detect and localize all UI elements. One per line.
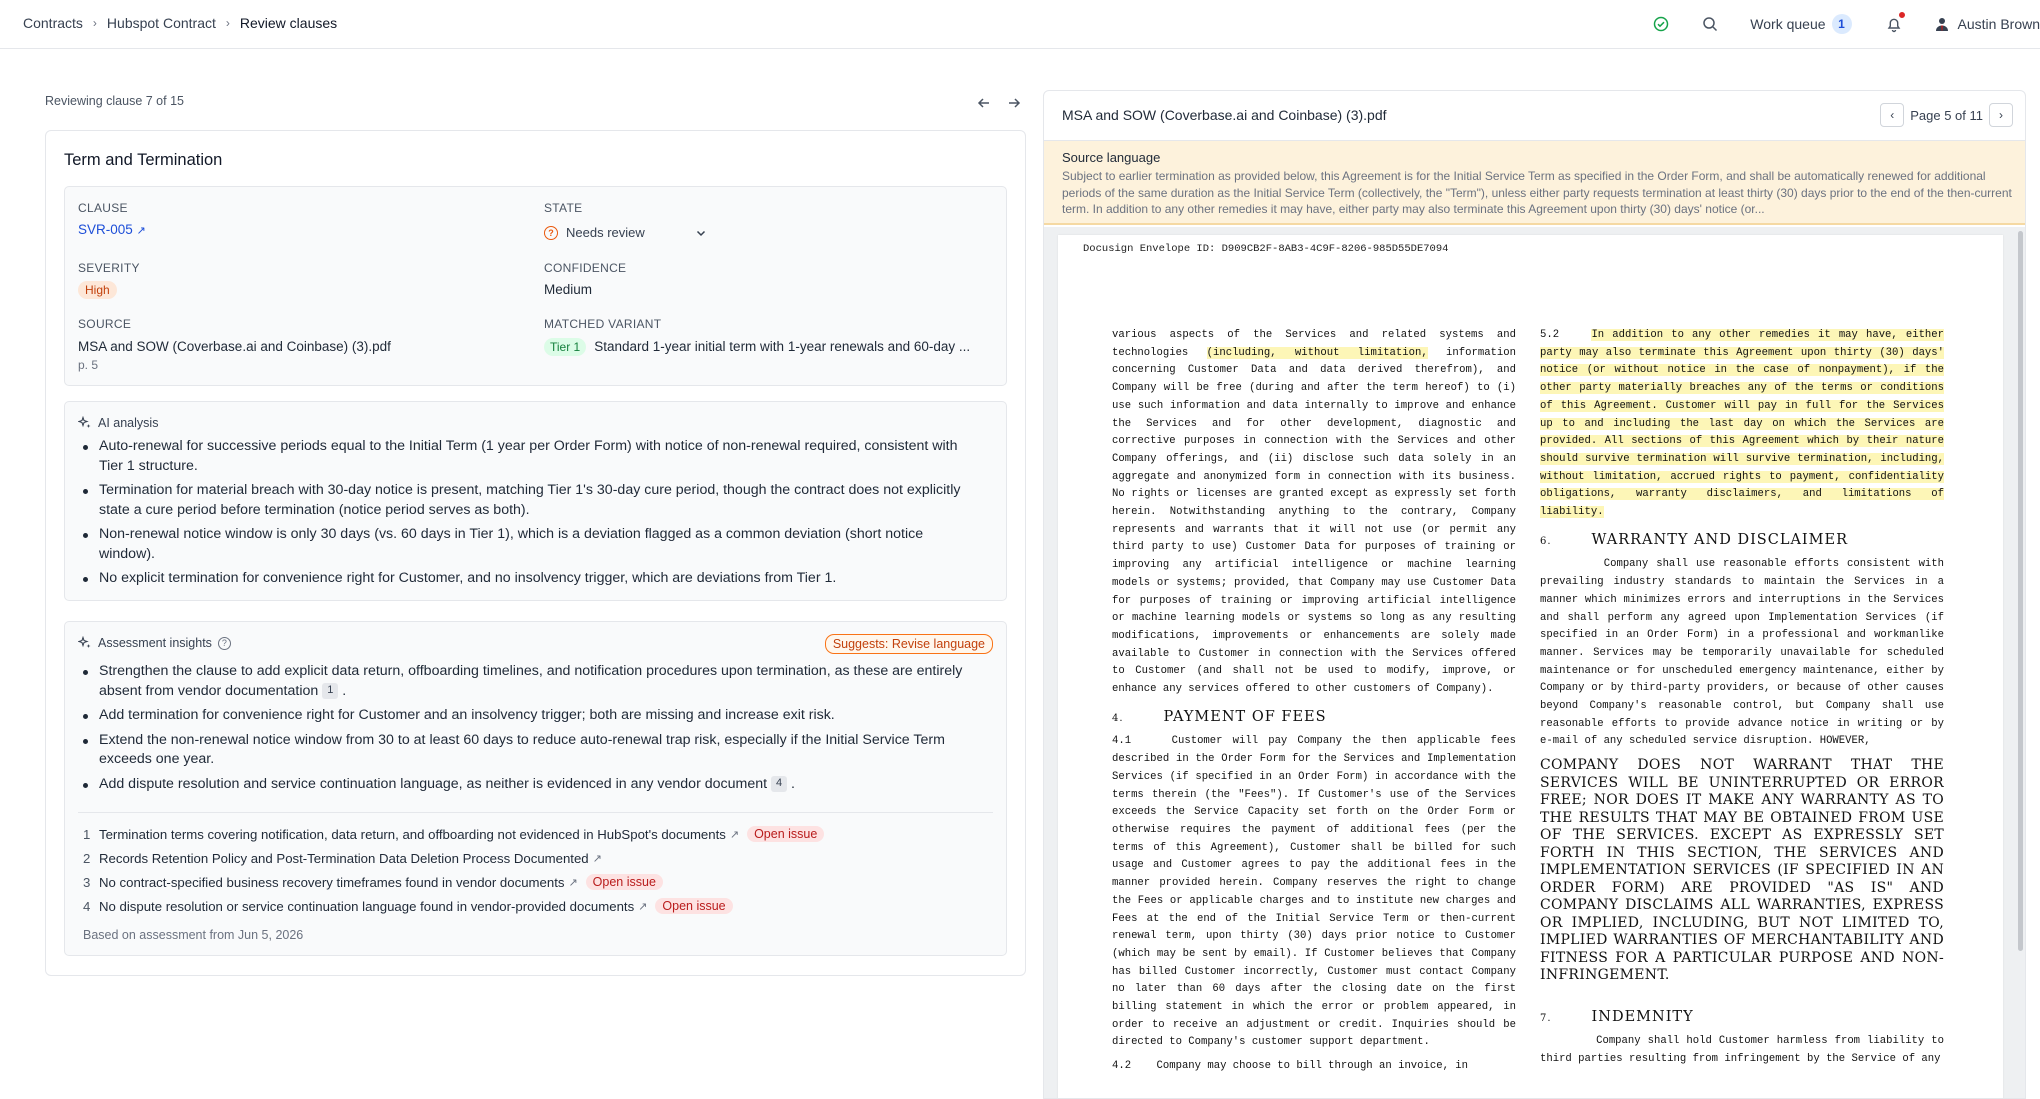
insights-header — [78, 636, 231, 650]
highlight-span: In addition to any other remedies it may have, either party may also terminate this Agreement upon thirty (30) days' notice (or without notice in the case of nonpayment), if the other party materially breaches any of the terms or conditions of this Agreement. Customer will pay in full for the Services up to and including the last day on which the Services are provided. All sections of this Agreement which by their nature should survive termination will survive termination, including, without limitation, accrued rights to payment, confidentiality obligations, warranty disclaimers, and limitations of liability. — [1540, 329, 1944, 519]
section-number: 4. — [1112, 712, 1124, 724]
ai-analysis-title: AI analysis — [98, 416, 159, 430]
document-page — [1058, 235, 2003, 1099]
envelope-id: Docusign Envelope ID: D909CB2F-8AB3-4C9F-8206-985D55DE7094 — [1083, 243, 1449, 255]
external-link-icon: ↗ — [136, 225, 146, 237]
work-queue-label: Work queue — [1750, 16, 1826, 32]
insight-text: Add termination for convenience right for Customer and an insolvency trigger; both are missing and increase exit risk. — [99, 707, 835, 723]
top-right-actions — [1649, 12, 2040, 36]
section-heading — [1112, 709, 1516, 728]
text-span: Customer will pay Company the then applicable fees described in the Order Form for the Services and Implementation Services (if specified in an Order Form) in accordance with the terms therein (the "Fees"). If Customer's use of the Services exceeds the Service Capacity set forth on the Order Form or otherwise requires the payment of additional fees (per the terms of this Agreement), Customer shall be billed for such usage and Customer agrees to pay the additional fees in the manner provided herein. Company reserves the right to change the Fees or applicable charges and to institute new charges and Fees at the end of the Initial Service Term or then-current renewal term, upon thirty (30) days prior notice to Customer (which may be sent by email). If Customer believes that Company has billed Customer incorrectly, Customer must contact Company no later than 60 days after the closing date on the first billing statement in which the error or problem appeared, in order to receive an adjustment or credit. Inquiries should be directed to Company's customer support department. — [1112, 735, 1516, 1049]
chevron-right-icon: › — [225, 16, 230, 30]
breadcrumb-contracts[interactable]: Contracts — [23, 15, 83, 31]
next-clause-button[interactable] — [1003, 92, 1025, 114]
open-issue-badge: Open issue — [747, 826, 824, 842]
list-item: Termination for material breach with 30-day notice is present, matching Tier 1's 30-day cure period, though the contract does not explicitly state a cure period before termination (notice period serves as both). — [80, 481, 980, 520]
reference-number: 4 — [83, 898, 91, 914]
assessment-date: Based on assessment from Jun 5, 2026 — [83, 928, 304, 942]
page-navigator — [1880, 103, 2013, 127]
user-avatar-icon — [1934, 16, 1950, 32]
insight-text: Strengthen the clause to add explicit data return, offboarding timelines, and notification procedures upon termination, as these are entirely absent from vendor documentation — [99, 663, 963, 699]
section-title: PAYMENT OF FEES — [1163, 708, 1327, 725]
reference-number: 2 — [83, 850, 91, 866]
source-language-text: Subject to earlier termination as provided below, this Agreement is for the Initial Service Term as specified in the Order Form, and shall be automatically renewed for additional periods of the same duration as the Initial Service Term (collectively, the "Term"), unless either party requests termination at least thirty (30) days prior to the end of the then-current term. In addition to any other remedies it may have, either party may also terminate this Agreement upon thirty (30) days' notice (or... — [1062, 169, 2012, 216]
state-value: Needs review — [566, 225, 645, 240]
external-link-icon[interactable]: ↗ — [592, 852, 602, 865]
section-heading — [1540, 1009, 1944, 1028]
paragraph — [1112, 1058, 1516, 1076]
highlight-span: (including, without limitation, — [1206, 346, 1428, 359]
clause-id: SVR-005 — [78, 222, 133, 237]
section-heading — [1540, 532, 1944, 551]
severity-label: SEVERITY — [78, 261, 140, 275]
section-title: INDEMNITY — [1591, 1008, 1694, 1025]
bell-icon[interactable] — [1882, 12, 1906, 36]
document-filename: MSA and SOW (Coverbase.ai and Coinbase) (3).pdf — [1062, 107, 1387, 123]
list-item: Auto-renewal for successive periods equal to the Initial Term (1 year per Order Form) with notice of non-renewal required, consistent with Tier 1 structure. — [80, 437, 980, 476]
source-value: MSA and SOW (Coverbase.ai and Coinbase) (3).pdf — [78, 339, 391, 354]
tier-badge: Tier 1 — [544, 338, 586, 356]
work-queue-button[interactable] — [1750, 14, 1851, 34]
section-number: 4.1 — [1112, 735, 1132, 748]
text-span: various aspects of the Services and related systems and technologies — [1112, 329, 1516, 359]
review-progress: Reviewing clause 7 of 15 — [45, 94, 184, 108]
reference-item — [83, 894, 983, 918]
section-number: 6. — [1540, 535, 1552, 547]
state-select[interactable] — [544, 225, 707, 240]
clause-metadata — [64, 186, 1007, 386]
clause-id-link[interactable] — [78, 222, 146, 237]
reference-link[interactable]: Records Retention Policy and Post-Termination Data Deletion Process Documented — [99, 850, 589, 866]
list-item: Add dispute resolution and service continuation language, as neither is evidenced in any vendor document 4 . — [80, 775, 990, 795]
chevron-left-icon: ‹ — [1890, 108, 1895, 122]
matched-variant-label: MATCHED VARIANT — [544, 317, 662, 331]
chevron-right-icon: › — [92, 16, 97, 30]
reference-item — [83, 870, 983, 894]
ai-analysis-header — [78, 416, 158, 430]
insights-list — [80, 662, 990, 799]
left-text-column — [1112, 327, 1516, 1082]
section-number: 4.2 — [1112, 1060, 1132, 1073]
chevron-down-icon — [695, 227, 707, 239]
source-language-banner — [1044, 141, 2025, 225]
ai-analysis-list — [80, 437, 980, 594]
paragraph — [1112, 733, 1516, 1052]
chevron-right-icon: › — [1999, 108, 2003, 122]
clause-card — [45, 130, 1026, 976]
source-page: p. 5 — [78, 358, 99, 372]
document-viewer — [1043, 90, 2026, 1099]
sparkle-icon — [78, 636, 92, 650]
list-item: No explicit termination for convenience right for Customer, and no insolvency trigger, which are deviations from Tier 1. — [80, 569, 980, 589]
text-span: Company shall use reasonable efforts consistent with prevailing industry standards to maintain the Services in a manner which minimizes errors and interruptions in the Services and shall perform any agreed upon Implementation Services (if specified in an Order Form) in a professional and workmanlike manner. Services may be temporarily unavailable for scheduled maintenance or for unscheduled emergency maintenance, either by Company or by third-party providers, or because of other causes beyond Company's reasonable control, but Company shall use reasonable efforts to provide advance notice in writing or by e-mail of any scheduled service disruption. HOWEVER, — [1540, 558, 1944, 748]
text-span: information concerning Customer Data and data derived therefrom), and Company will be free (during and after the term hereof) to (i) use such information and data internally to improve and enhance the Services and for other development, diagnostic and corrective purposes in connection with the Services and other Company offerings, and (ii) disclose such data solely in an aggregate and anonymized form in connection with its business. No rights or licenses are granted except as expressly set forth herein. Notwithstanding anything to the contrary, Company represents and warrants that it will not use (or permit any third party to use) Customer Data for purposes of training or improving any artificial intelligence or machine learning models or systems; provided, that Company may use Customer Data for purposes of training or improving artificial intelligence or machine learning models or systems so long as any resulting modifications, improvements or enhancements are solely made available to Customer in connection with the Services offered to Customer (and shall not be used to modify, improve, or enhance any services offered to other customers of Company). — [1112, 346, 1516, 696]
viewer-header — [1044, 91, 2025, 141]
suggestion-badge: Suggests: Revise language — [825, 634, 993, 654]
reference-link[interactable]: Termination terms covering notification, data return, and offboarding not evidenced in HubSpot's documents — [99, 826, 726, 842]
reference-number: 3 — [83, 874, 91, 890]
document-page-area[interactable] — [1044, 227, 2026, 1099]
scrollbar[interactable] — [2018, 231, 2023, 951]
text-span: Company may choose to bill through an invoice, in — [1156, 1060, 1469, 1073]
previous-page-button[interactable] — [1880, 103, 1904, 127]
reference-link[interactable]: No contract-specified business recovery timeframes found in vendor documents — [99, 874, 565, 890]
citation-badge[interactable]: 4 — [771, 776, 787, 792]
breadcrumb-hubspot-contract[interactable]: Hubspot Contract — [106, 15, 216, 31]
external-link-icon[interactable]: ↗ — [638, 900, 648, 913]
paragraph — [1540, 556, 1944, 751]
check-circle-icon[interactable] — [1649, 12, 1673, 36]
sparkle-icon — [78, 416, 92, 430]
top-bar — [0, 0, 2040, 49]
reference-link[interactable]: No dispute resolution or service continuation language found in vendor-provided documents — [99, 898, 635, 914]
page-indicator: Page 5 of 11 — [1910, 107, 1983, 123]
ai-analysis-panel — [64, 401, 1007, 601]
reference-item — [83, 846, 983, 870]
breadcrumb — [23, 15, 337, 31]
list-item: Non-renewal notice window is only 30 days (vs. 60 days in Tier 1), which is a deviation flagged as a common deviation (short notice window). — [80, 525, 980, 564]
next-page-button[interactable] — [1989, 103, 2013, 127]
work-queue-count: 1 — [1832, 14, 1852, 34]
confidence-label: CONFIDENCE — [544, 261, 627, 275]
matched-variant[interactable] — [544, 338, 970, 356]
divider — [78, 812, 993, 813]
section-number: 7. — [1540, 1012, 1552, 1024]
help-circle-icon[interactable]: ? — [218, 637, 231, 650]
assessment-insights-panel — [64, 621, 1007, 956]
source-label: SOURCE — [78, 317, 132, 331]
reference-list — [83, 822, 983, 918]
search-icon[interactable] — [1698, 12, 1722, 36]
previous-clause-button[interactable] — [973, 92, 995, 114]
text-span: Company shall hold Customer harmless from liability to third parties resulting from infringement by the Service of any — [1540, 1035, 1944, 1066]
paragraph — [1540, 327, 1944, 522]
state-label: STATE — [544, 201, 583, 215]
source-language-title: Source language — [1062, 150, 1161, 165]
paragraph — [1540, 1033, 1944, 1068]
severity-badge: High — [78, 281, 117, 299]
list-item: Strengthen the clause to add explicit data return, offboarding timelines, and notification procedures upon termination, as these are entirely absent from vendor documentation 1 . — [80, 662, 990, 701]
paragraph: COMPANY DOES NOT WARRANT THAT THE SERVICES WILL BE UNINTERRUPTED OR ERROR FREE; NOR DOES IT MAKE ANY WARRANTY AS TO THE RESULTS THAT MAY BE OBTAINED FROM USE OF THE SERVICES. EXCEPT AS EXPRESSLY SET FORTH IN THIS SECTION, THE SERVICES AND IMPLEMENTATION SERVICES (IF SPECIFIED IN AN ORDER FORM) ARE PROVIDED "AS IS" AND COMPANY DISCLAIMS ALL WARRANTIES, EXPRESS OR IMPLIED, INCLUDING, BUT NOT LIMITED TO, IMPLIED WARRANTIES OF MERCHANTABILITY AND FITNESS FOR A PARTICULAR PURPOSE AND NON-INFRINGEMENT. — [1540, 757, 1944, 984]
open-issue-badge: Open issue — [586, 874, 663, 890]
clause-title: Term and Termination — [64, 151, 223, 169]
section-title: WARRANTY AND DISCLAIMER — [1591, 531, 1848, 548]
insight-text: Add dispute resolution and service continuation language, as neither is evidenced in any vendor document — [99, 775, 768, 792]
list-item — [80, 731, 990, 770]
citation-badge[interactable]: 1 — [322, 683, 338, 699]
question-circle-icon: ? — [544, 226, 558, 240]
arrow-left-icon — [977, 96, 991, 110]
external-link-icon[interactable]: ↗ — [729, 828, 740, 841]
reference-item — [83, 822, 983, 846]
right-text-column — [1540, 327, 1944, 1075]
user-name: Austin Brown — [1957, 16, 2040, 32]
external-link-icon[interactable]: ↗ — [568, 876, 578, 889]
section-number: 5.2 — [1540, 329, 1560, 341]
notification-dot — [1898, 11, 1906, 19]
clause-label: CLAUSE — [78, 201, 128, 215]
arrow-right-icon — [1007, 96, 1021, 110]
user-menu[interactable] — [1934, 16, 2040, 32]
paragraph — [1112, 327, 1516, 699]
breadcrumb-current: Review clauses — [239, 15, 338, 31]
list-item — [80, 706, 990, 726]
open-issue-badge: Open issue — [655, 898, 732, 914]
insights-title: Assessment insights — [98, 636, 212, 650]
variant-text: Standard 1-year initial term with 1-year renewals and 60-day ... — [594, 339, 971, 354]
confidence-value: Medium — [544, 282, 593, 297]
reference-number: 1 — [83, 826, 91, 842]
review-header — [45, 92, 1025, 112]
insight-text: Extend the non-renewal notice window from 30 to at least 60 days to reduce auto-renewal trap risk, especially if the Initial Service Term exceeds one year. — [99, 731, 945, 767]
